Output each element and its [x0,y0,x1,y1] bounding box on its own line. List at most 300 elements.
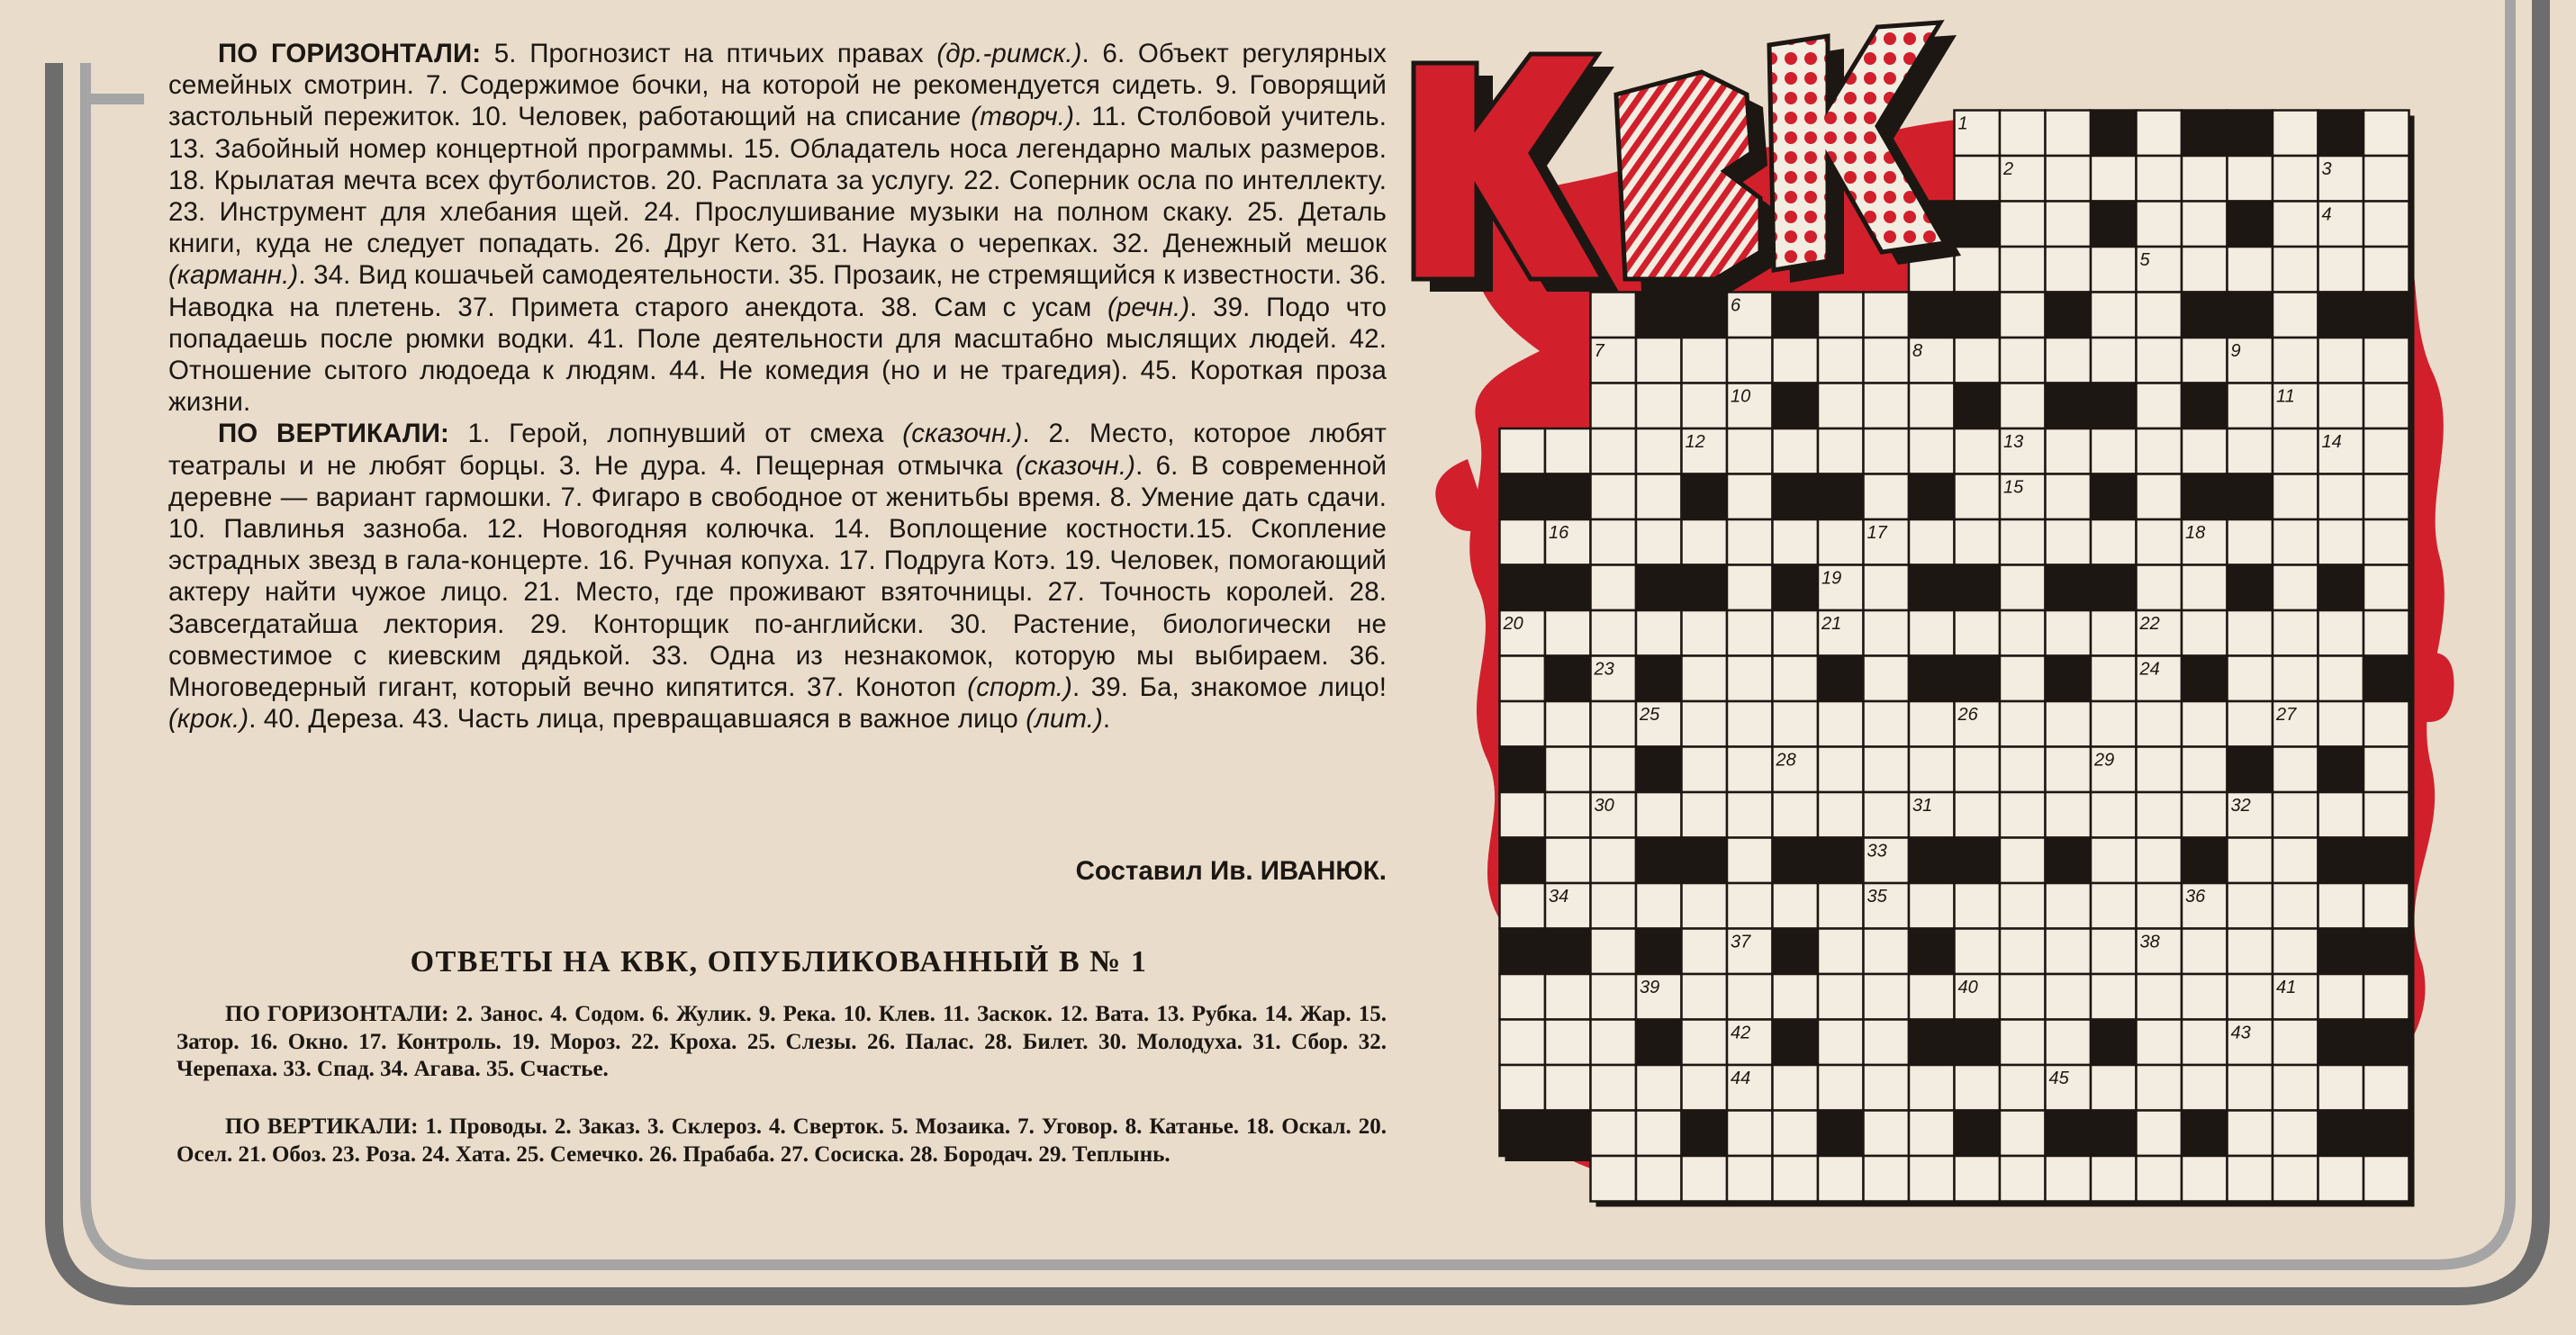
crossword-cell [2228,838,2273,884]
crossword-cell [1955,428,2001,474]
cell-number: 41 [2276,978,2297,997]
crossword-cell [2137,202,2183,248]
crossword-cell [2091,519,2137,565]
crossword-cell [2364,747,2409,793]
cell-number: 6 [1731,295,1741,316]
crossword-cell [2364,974,2409,1020]
crossword-cell [2091,247,2137,293]
crossword-block [2228,565,2273,611]
crossword-cell [1955,1065,2001,1111]
crossword-cell [1636,428,1682,474]
crossword-cell [1909,383,1955,429]
cell-number: 8 [1912,341,1923,361]
crossword-cell [2273,111,2318,157]
crossword-cell [1864,383,1910,429]
crossword-block [2228,293,2273,338]
crossword-cell [1727,519,1773,565]
cell-number: 15 [2003,477,2024,498]
crossword-block [1773,293,1819,338]
crossword-cell [1500,701,1546,747]
crossword-cell [1682,338,1728,383]
crossword-cell [1682,974,1728,1020]
crossword-cell [2273,1156,2318,1202]
crossword-block [2364,1020,2409,1066]
crossword-cell [2182,747,2228,793]
crossword-cell [1955,883,2001,929]
crossword-block [1955,293,2001,338]
crossword-cell [1591,1020,1637,1066]
crossword-cell [2000,883,2046,929]
crossword-cell [2000,1020,2046,1066]
crossword-cell [1909,610,1955,656]
crossword-cell [2000,610,2046,656]
crossword-cell [2318,610,2364,656]
crossword-cell [1500,792,1546,838]
crossword-cell [1864,1020,1910,1066]
crossword-cell [2046,1156,2092,1202]
clue-fragment: . 2. Место, которое любят театралы и не любят борцы. 3. Не дура. 4. Пещерная отмычка [168,419,1387,481]
crossword-cell [2364,202,2409,248]
crossword-block [2091,1111,2137,1157]
crossword-cell [1682,1156,1728,1202]
crossword-cell [1727,792,1773,838]
clue-fragment: (творч.) [971,102,1075,132]
crossword-cell [2000,565,2046,611]
crossword-cell [1955,338,2001,383]
crossword-cell [1818,338,1864,383]
crossword-cell [1500,428,1546,474]
crossword-cell [2273,428,2318,474]
crossword-cell [2046,701,2092,747]
cell-number: 36 [2185,887,2206,907]
crossword-cell [1773,883,1819,929]
clue-fragment: 5. Прогнозист на птичьих правах [481,39,937,68]
crossword-cell [2046,519,2092,565]
crossword-cell [2318,792,2364,838]
crossword-block [1500,1111,1546,1157]
crossword-cell [1773,1111,1819,1157]
cell-number: 18 [2185,523,2206,543]
crossword-illustration [1405,9,2463,1233]
crossword-cell [1727,474,1773,520]
crossword-cell [1727,610,1773,656]
crossword-cell [1864,747,1910,793]
crossword-block [1636,656,1682,702]
cell-number: 32 [2230,796,2251,816]
crossword-cell [2000,111,2046,157]
crossword-cell [1636,883,1682,929]
clue-fragment: (спорт.) [967,672,1072,703]
crossword-cell [2046,747,2092,793]
crossword-block [2228,202,2273,248]
crossword-cell [1909,747,1955,793]
crossword-block [1682,1111,1728,1157]
crossword-cell [1500,519,1546,565]
crossword-cell [1636,792,1682,838]
crossword-cell [2228,656,2273,702]
crossword-block [2228,111,2273,157]
crossword-cell [2046,338,2092,383]
cell-number: 13 [2003,432,2024,452]
crossword-cell [1818,929,1864,975]
crossword-cell [2182,338,2228,383]
crossword-cell [1909,428,1955,474]
crossword-cell [1727,565,1773,611]
crossword-block [1682,474,1728,520]
crossword-cell [2046,610,2092,656]
crossword-block [1773,929,1819,975]
crossword-cell [2273,1065,2318,1111]
cell-number: 31 [1912,796,1933,816]
crossword-cell [2318,1065,2364,1111]
crossword-cell [2046,247,2092,293]
crossword-cell [1545,792,1591,838]
crossword-cell [1909,701,1955,747]
crossword-cell [2000,838,2046,884]
crossword-cell [2273,929,2318,975]
crossword-cell [1864,929,1910,975]
crossword-cell [1773,519,1819,565]
clue-fragment: . [1102,704,1111,735]
crossword-block [1500,929,1546,975]
crossword-cell [2182,701,2228,747]
crossword-block [1545,929,1591,975]
crossword-cell [1818,383,1864,429]
crossword-cell [1864,1156,1910,1202]
cell-number: 28 [1776,750,1796,771]
clue-fragment: . 39. Подо что попадаешь после рюмки водки. 41. Поле деятельности для масштабно мыслящих людей. 42. Отношение сытого людоеда к людям. 44. Не комедия (но и не трагедия). 45. Короткая проза жизни. [168,292,1387,418]
cell-number: 33 [1866,841,1887,861]
crossword-cell [2091,1065,2137,1111]
crossword-cell [1818,883,1864,929]
crossword-cell [2273,610,2318,656]
crossword-cell [1773,610,1819,656]
cell-number: 30 [1594,796,1614,816]
cell-number: 40 [1957,978,1978,997]
crossword-block [1773,474,1819,520]
crossword-cell [1545,610,1591,656]
answers-across-text: ПО ГОРИЗОНТАЛИ: 2. Занос. 4. Содом. 6. Жулик. 9. Река. 10. Клев. 11. Заскок. 12. Вата. 13. Рубка. 14. Жар. 15. Затор. 16. Окно. 17. Контроль. 19. Мороз. 22. Кроха. 25. Слезы. 26. Палас. 28. Билет. 30. Молодуха. 31. Сбор. 32. Черепаха. 33. Спад. 34. Агава. 35. Счастье. [176,1002,1387,1081]
crossword-cell [2318,519,2364,565]
crossword-cell [2273,565,2318,611]
crossword-cell [1955,610,2001,656]
crossword-cell [2364,338,2409,383]
clue-fragment: . 11. Столбовой учитель. 13. Забойный номер концертной программы. 15. Обладатель носа легендарно малых размеров. 18. Крылатая мечта всех футболистов. 20. Расплата за услугу. 22. Соперник осла по интеллекту. 23. Инструмент для хлебания щей. 24. Прослушивание музыки на полном скаку. 25. Деталь книги, куда не следует попадать. 26. Друг Кето. 31. Наука о черепках. 32. Денежный мешок [168,102,1387,259]
clue-fragment: (крок.) [168,704,249,735]
crossword-cell [1818,747,1864,793]
crossword-block [2091,111,2137,157]
crossword-cell [2228,1156,2273,1202]
crossword-cell [1773,792,1819,838]
crossword-cell [1591,519,1637,565]
crossword-cell [1682,383,1728,429]
crossword-cell [2364,1065,2409,1111]
crossword-block [1909,565,1955,611]
crossword-block [2364,1111,2409,1157]
cell-number: 11 [2276,386,2295,407]
crossword-block [1636,293,1682,338]
crossword-cell [1591,701,1637,747]
crossword-cell [1591,974,1637,1020]
crossword-block [1955,565,2001,611]
crossword-cell [1682,1065,1728,1111]
crossword-cell [2364,701,2409,747]
crossword-cell [1955,247,2001,293]
crossword-cell [2182,1020,2228,1066]
crossword-cell [1500,883,1546,929]
crossword-cell [1818,701,1864,747]
crossword-block [2091,202,2137,248]
cell-number: 7 [1594,341,1604,361]
crossword-cell [2318,1156,2364,1202]
crossword-cell [2318,474,2364,520]
crossword-block [1773,838,1819,884]
crossword-block [2182,656,2228,702]
crossword-cell [2228,247,2273,293]
crossword-cell [2091,293,2137,338]
crossword-cell [1864,701,1910,747]
crossword-cell [1818,293,1864,338]
crossword-cell [2000,202,2046,248]
crossword-cell [2091,610,2137,656]
crossword-block [2046,565,2092,611]
crossword-cell [2182,156,2228,202]
crossword-cell [1727,1156,1773,1202]
cell-number: 42 [1731,1023,1751,1043]
crossword-block [2046,383,2092,429]
crossword-cell [1682,519,1728,565]
crossword-block [1545,1111,1591,1157]
crossword-cell [2137,565,2183,611]
crossword-block [2182,293,2228,338]
crossword-cell [1773,1156,1819,1202]
crossword-cell [2182,247,2228,293]
cell-number: 43 [2230,1023,2251,1043]
crossword-cell [2182,1156,2228,1202]
crossword-block [1682,838,1728,884]
crossword-cell [2137,747,2183,793]
crossword-cell [2091,883,2137,929]
cell-number: 1 [1957,113,1968,134]
crossword-block [1955,1020,2001,1066]
crossword-block [1909,838,1955,884]
crossword-cell [2273,338,2318,383]
crossword-block [1955,838,2001,884]
crossword-cell [2000,974,2046,1020]
crossword-cell [2182,929,2228,975]
cell-number: 39 [1640,978,1660,997]
crossword-cell [2091,929,2137,975]
crossword-cell [1955,474,2001,520]
crossword-cell [2091,428,2137,474]
crossword-cell [2046,792,2092,838]
crossword-cell [2273,474,2318,520]
crossword-cell [2046,474,2092,520]
crossword-cell [2318,247,2364,293]
clue-fragment: . 40. Дереза. 43. Часть лица, превращавшаяся в важное лицо [249,704,1026,735]
crossword-cell [1909,1065,1955,1111]
crossword-cell [1727,1111,1773,1157]
crossword-cell [1545,1065,1591,1111]
crossword-block [2318,929,2364,975]
crossword-cell [2137,1111,2183,1157]
crossword-cell [1773,338,1819,383]
crossword-cell [1591,1065,1637,1111]
crossword-cell [2364,428,2409,474]
crossword-block [1500,747,1546,793]
crossword-cell [2273,792,2318,838]
crossword-cell [1909,974,1955,1020]
crossword-cell [2091,156,2137,202]
crossword-block [1636,747,1682,793]
crossword-block [2182,474,2228,520]
crossword-cell [1591,1111,1637,1157]
crossword-block [1545,565,1591,611]
crossword-block [2318,1020,2364,1066]
crossword-cell [1955,929,2001,975]
crossword-cell [2318,974,2364,1020]
crossword-cell [1591,883,1637,929]
crossword-cell [1864,474,1910,520]
crossword-cell [1591,929,1637,975]
crossword-cell [2273,156,2318,202]
crossword-block [2182,1111,2228,1157]
crossword-block [2228,747,2273,793]
clue-fragment: (сказочн.) [1015,450,1136,481]
cell-number: 21 [1821,614,1842,634]
crossword-block [2318,838,2364,884]
crossword-block [2091,565,2137,611]
crossword-cell [2046,156,2092,202]
crossword-cell [1545,974,1591,1020]
crossword-cell [2228,383,2273,429]
crossword-cell [2137,1156,2183,1202]
crossword-cell [2364,474,2409,520]
crossword-block [1636,1020,1682,1066]
crossword-block [2046,293,2092,338]
crossword-block [1909,656,1955,702]
crossword-cell [1591,293,1637,338]
crossword-block [2318,1111,2364,1157]
crossword-block [1955,656,2001,702]
down-clue-text [168,419,1387,734]
crossword-cell [1773,656,1819,702]
crossword-cell [1955,792,2001,838]
crossword-block [2091,1020,2137,1066]
crossword-cell [2364,111,2409,157]
crossword-cell [1545,701,1591,747]
crossword-cell [2364,610,2409,656]
answers-down [176,1114,1387,1168]
crossword-block [1500,838,1546,884]
crossword-cell [1591,428,1637,474]
crossword-block [1909,1020,1955,1066]
cell-number: 29 [2094,750,2115,771]
crossword-cell [2137,338,2183,383]
crossword-cell [1636,383,1682,429]
crossword-block [2046,838,2092,884]
crossword-block [2228,474,2273,520]
crossword-cell [2000,338,2046,383]
crossword-clues [168,38,1387,735]
crossword-block [2318,111,2364,157]
crossword-cell [2000,1156,2046,1202]
crossword-cell [1864,1111,1910,1157]
crossword-cell [1818,974,1864,1020]
crossword-cell [1773,701,1819,747]
crossword-cell [2364,1156,2409,1202]
crossword-cell [1864,656,1910,702]
clue-fragment: (речн.) [1107,292,1190,322]
crossword-cell [1727,656,1773,702]
clue-fragment: (др.-римск.) [936,39,1082,68]
crossword-block [1636,838,1682,884]
crossword-cell [2091,338,2137,383]
crossword-cell [2228,929,2273,975]
crossword-cell [2273,1111,2318,1157]
crossword-cell [2273,519,2318,565]
cell-number: 10 [1731,386,1751,407]
crossword-block [2364,929,2409,975]
crossword-block [1955,383,2001,429]
crossword-block [1636,565,1682,611]
crossword-cell [2000,1111,2046,1157]
crossword-block [1909,474,1955,520]
crossword-block [2182,383,2228,429]
cell-number: 14 [2321,432,2342,452]
crossword-cell [2318,656,2364,702]
crossword-cell [1545,1020,1591,1066]
crossword-cell [2000,792,2046,838]
crossword-cell [1636,519,1682,565]
crossword-cell [1909,883,1955,929]
crossword-block [2182,111,2228,157]
cell-number: 27 [2276,705,2297,725]
cell-number: 38 [2139,932,2160,952]
crossword-cell [1727,428,1773,474]
across-clues [168,38,1387,418]
crossword-cell [1591,565,1637,611]
cell-number: 5 [2139,250,2150,270]
crossword-block [1500,474,1546,520]
crossword-cell [2137,474,2183,520]
crossword-block [1818,656,1864,702]
crossword-block [2364,293,2409,338]
cell-number: 19 [1821,568,1842,589]
crossword-cell [2182,428,2228,474]
crossword-block [2318,293,2364,338]
crossword-cell [1727,974,1773,1020]
clue-fragment: . 6. Объект регулярных семейных смотрин. 7. Содержимое бочки, на которой не рекомендуется сидеть. 9. Говорящий застольный пережиток. 10. Человек, работающий на списание [168,39,1387,132]
crossword-cell [1591,747,1637,793]
crossword-cell [1955,1156,2001,1202]
clue-fragment: (карманн.) [168,260,299,291]
crossword-cell [2046,974,2092,1020]
crossword-block [1636,929,1682,975]
crossword-cell [1500,1065,1546,1111]
crossword-cell [1500,1020,1546,1066]
crossword-cell [1955,519,2001,565]
crossword-cell [2228,974,2273,1020]
crossword-cell [2091,838,2137,884]
crossword-cell [1818,1156,1864,1202]
cell-number: 35 [1866,887,1887,907]
crossword-cell [2000,1065,2046,1111]
crossword-cell [2364,883,2409,929]
crossword-cell [2091,792,2137,838]
crossword-cell [2273,293,2318,338]
crossword-cell [2182,202,2228,248]
